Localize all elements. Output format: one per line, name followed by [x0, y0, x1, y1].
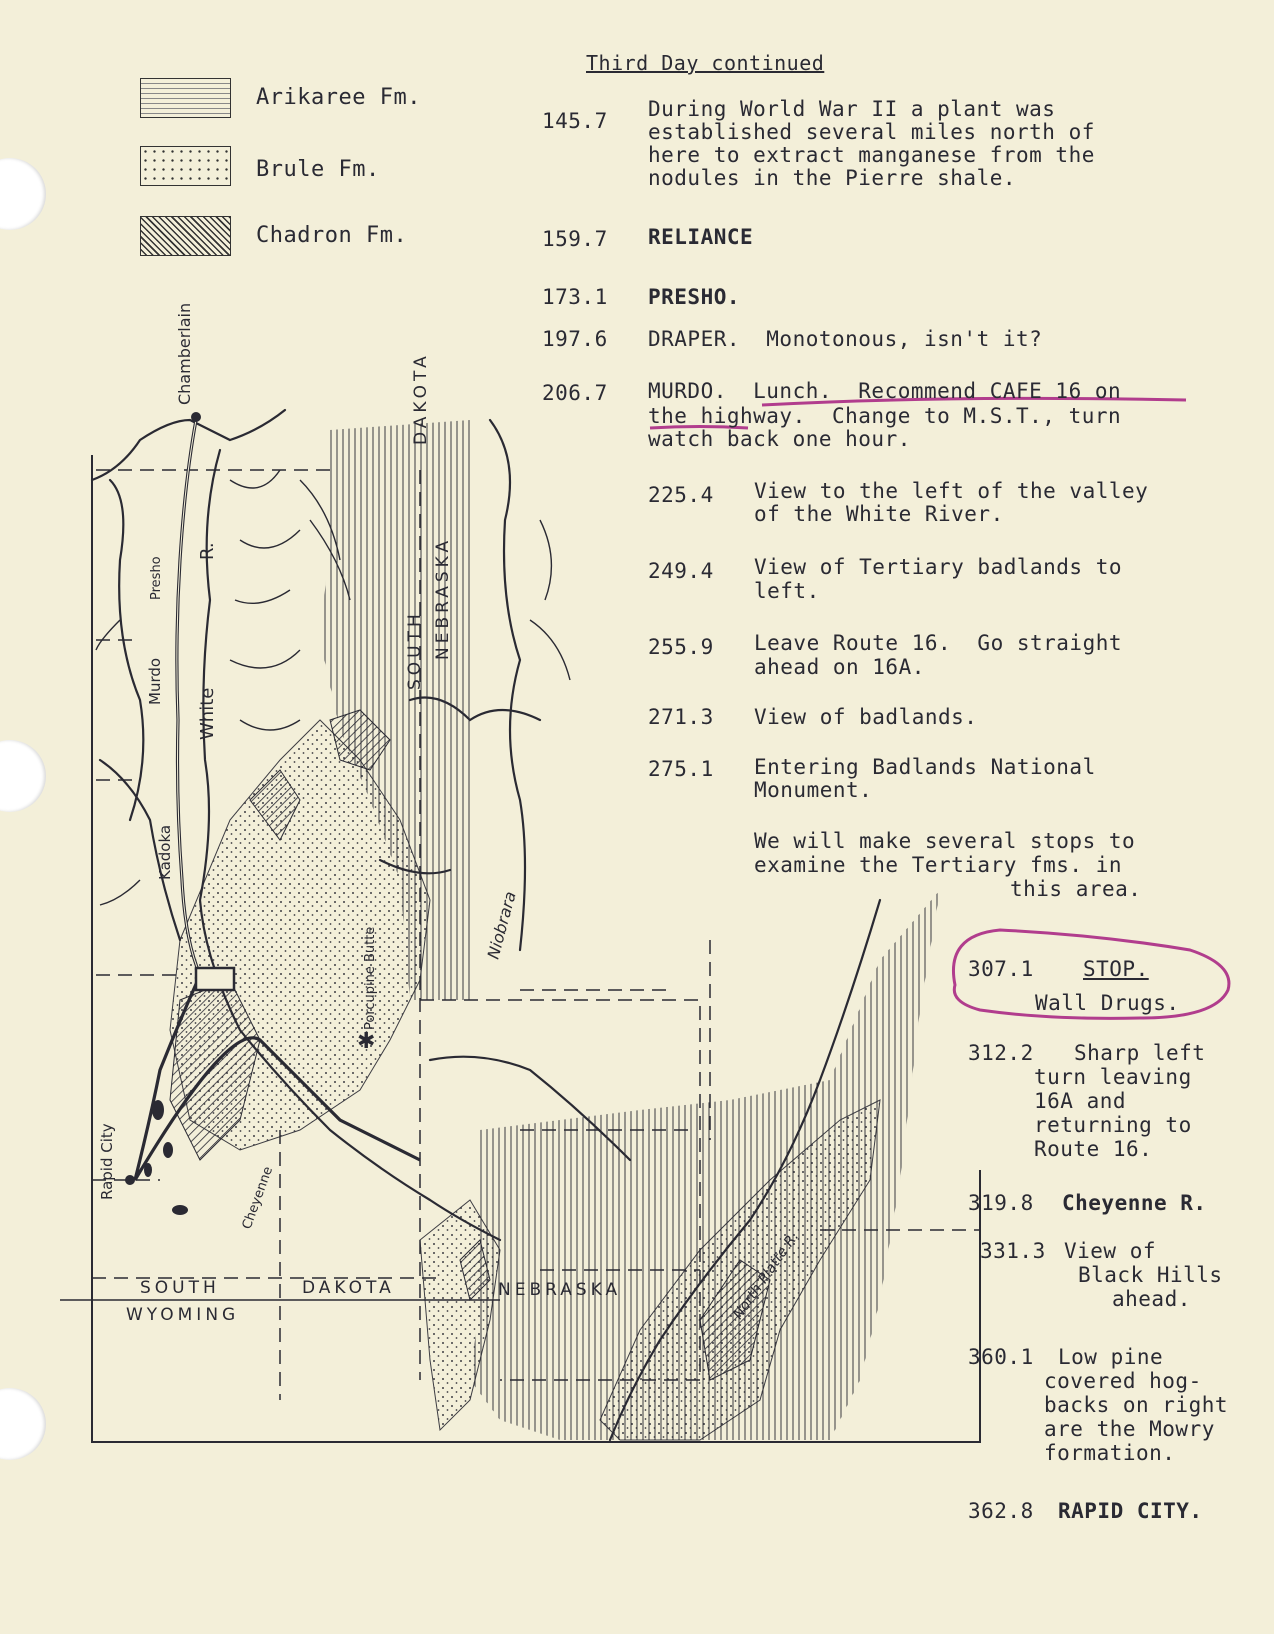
log-line: Route 16.	[1034, 1137, 1153, 1161]
legend-label-arikaree: Arikaree Fm.	[256, 85, 421, 110]
log-line: of the White River.	[754, 502, 1004, 526]
map-label-murdo: Murdo	[146, 657, 164, 705]
log-line: left.	[754, 579, 820, 603]
map-label-dakota-v: DAKOTA	[411, 352, 431, 445]
log-mile: 197.6	[542, 327, 608, 351]
log-mile: 312.2	[968, 1041, 1034, 1065]
log-mile: 362.8	[968, 1499, 1034, 1523]
log-line: During World War II a plant was	[648, 97, 1056, 121]
map-label-nebraska-v: NEBRASKA	[433, 536, 453, 660]
legend-label-chadron: Chadron Fm.	[256, 223, 408, 248]
log-line: this area.	[1010, 877, 1142, 901]
log-line: View of badlands.	[754, 705, 978, 729]
log-line: DRAPER. Monotonous, isn't it?	[648, 327, 1043, 351]
log-line: Low pine	[1058, 1345, 1164, 1369]
log-line: RELIANCE	[648, 225, 754, 249]
log-mile: 360.1	[968, 1345, 1034, 1369]
log-line: ahead.	[1112, 1287, 1191, 1311]
log-mile: 206.7	[542, 381, 608, 405]
map-label-presho: Presho	[149, 556, 164, 600]
map-label-niobrara: Niobrara	[483, 889, 520, 962]
log-mile: 307.1	[968, 957, 1034, 981]
log-line: ahead on 16A.	[754, 655, 925, 679]
legend-swatch-arikaree	[140, 78, 231, 118]
log-line: View to the left of the valley	[754, 479, 1149, 503]
map-label-porcupine: Porcupine Butte	[363, 926, 378, 1030]
page-header: Third Day continued	[586, 51, 825, 75]
log-line: PRESHO.	[648, 285, 741, 309]
rapid-city-dot	[125, 1175, 135, 1185]
log-line: Entering Badlands National	[754, 755, 1096, 779]
log-mile: 249.4	[648, 559, 714, 583]
legend-swatch-brule	[140, 146, 231, 186]
log-mile: 319.8	[968, 1191, 1034, 1215]
log-mile: 225.4	[648, 483, 714, 507]
log-line: are the Mowry	[1044, 1417, 1215, 1441]
map-label-rapid-city: Rapid City	[98, 1123, 116, 1200]
log-line: returning to	[1034, 1113, 1192, 1137]
log-line: We will make several stops to	[754, 829, 1136, 853]
log-line: examine the Tertiary fms. in	[754, 853, 1123, 877]
log-line: covered hog-	[1044, 1369, 1202, 1393]
log-line: turn leaving	[1034, 1065, 1192, 1089]
log-line: Wall Drugs.	[1035, 991, 1180, 1015]
log-line: MURDO. Lunch. Recommend CAFE 16 on	[648, 379, 1122, 403]
log-line: Sharp left	[1074, 1041, 1206, 1065]
map-label-wyoming: WYOMING	[126, 1305, 240, 1325]
log-line: formation.	[1044, 1441, 1176, 1465]
log-mile: 275.1	[648, 757, 714, 781]
log-line: 16A and	[1034, 1089, 1127, 1113]
log-mile: 255.9	[648, 635, 714, 659]
log-line: View of	[1064, 1239, 1157, 1263]
map-label-dakota-h: DAKOTA	[302, 1278, 395, 1298]
map-label-kadoka: Kadoka	[156, 824, 174, 880]
log-line: Black Hills	[1078, 1263, 1223, 1287]
map-label-river-r: R.	[197, 542, 218, 560]
log-line: Monument.	[754, 778, 873, 802]
wall-box	[196, 968, 234, 990]
chamberlain-dot	[191, 412, 201, 422]
log-line: STOP.	[1083, 957, 1149, 981]
log-line: RAPID CITY.	[1058, 1499, 1203, 1523]
log-mile: 145.7	[542, 109, 608, 133]
map-label-nebraska-h: NEBRASKA	[498, 1280, 622, 1300]
log-line: backs on right	[1044, 1393, 1229, 1417]
log-line: the highway. Change to M.S.T., turn	[648, 404, 1122, 428]
log-line: established several miles north of	[648, 120, 1095, 144]
log-mile: 331.3	[980, 1239, 1046, 1263]
log-line: Cheyenne R.	[1062, 1191, 1207, 1215]
log-mile: 173.1	[542, 285, 608, 309]
map-label-cheyenne: Cheyenne	[239, 1164, 277, 1232]
map-label-south-v: SOUTH	[405, 610, 425, 690]
log-mile: 271.3	[648, 705, 714, 729]
log-mile: 159.7	[542, 227, 608, 251]
log-line: nodules in the Pierre shale.	[648, 166, 1017, 190]
log-line: View of Tertiary badlands to	[754, 555, 1123, 579]
map-label-white: White	[197, 687, 218, 740]
legend-swatch-chadron	[140, 216, 231, 256]
map-label-chamberlain: Chamberlain	[175, 302, 194, 405]
map-label-north-platte: North Platte R.	[730, 1228, 803, 1323]
svg-text:✱: ✱	[357, 1029, 376, 1054]
log-line: Leave Route 16. Go straight	[754, 631, 1123, 655]
log-line: here to extract manganese from the	[648, 143, 1095, 167]
map-label-south-h: SOUTH	[140, 1278, 220, 1298]
log-line: watch back one hour.	[648, 427, 911, 451]
legend-label-brule: Brule Fm.	[256, 157, 380, 182]
